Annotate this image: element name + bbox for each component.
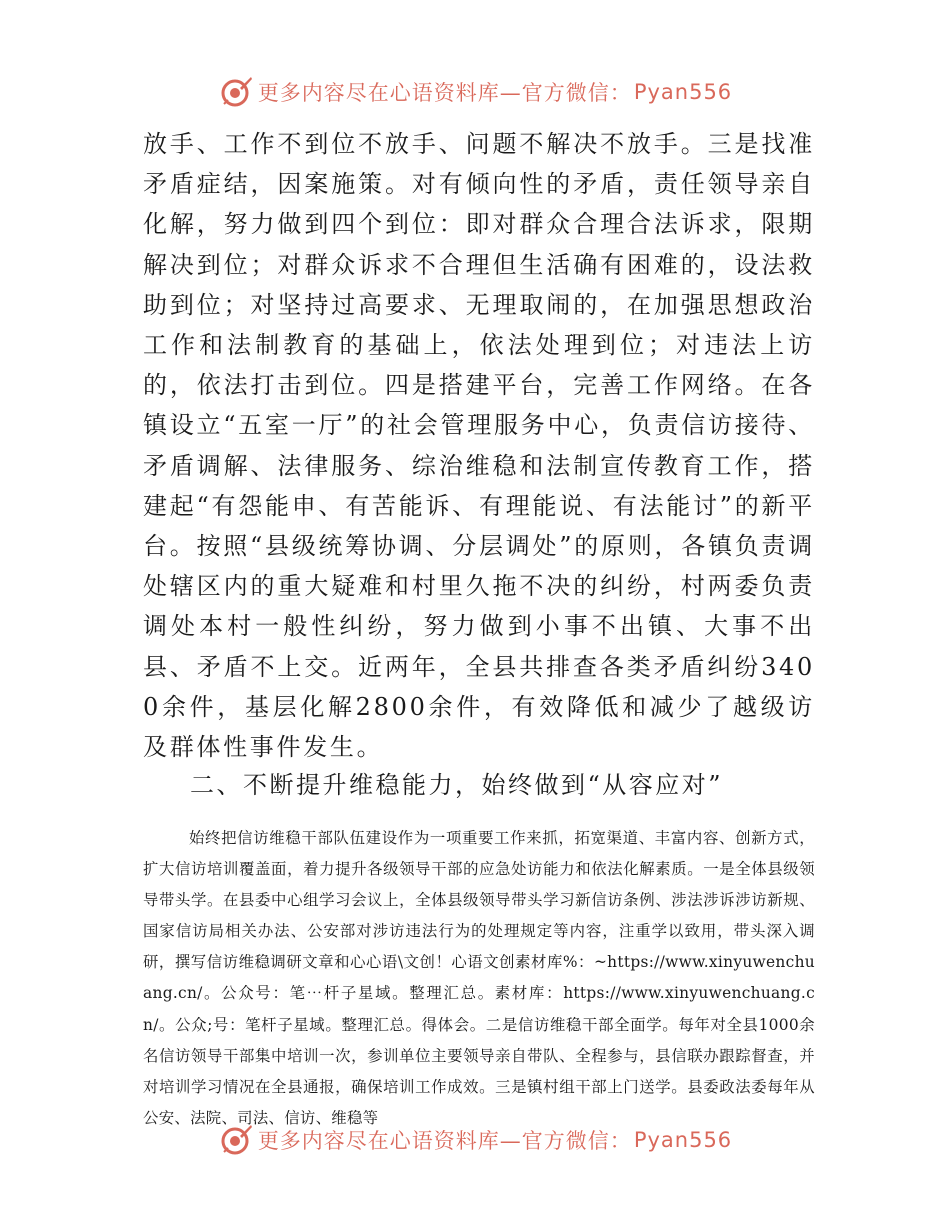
paragraph-2: 始终把信访维稳干部队伍建设作为一项重要工作来抓，拓宽渠道、丰富内容、创新方式，扩大信访培训覆盖面，着力提升各级领导干部的应急处访能力和依法化解素质。一是全体县级领导带头学。在县委中心组学习会议上，全体县级领导带头学习新信访条例、涉法涉诉涉访新规、国家信访局相关办法、公安部对涉访违法行为的处理规定等内容，注重学以致用，带头深入调研，撰写信访维稳调研文章和心心语\文创！心语文创素材库%：~https://www.xinyuwenchuang.cn/。公众号：笔⋯杆子星域。整理汇总。素材库：https://www.xinyuwenchuang.cn/。公众;号：笔杆子星域。整理汇总。得体会。二是信访维稳干部全面学。每年对全县1000余名信访领导干部集中培训一次，参训单位主要领导亲自带队、全程参与，县信联办跟踪督查，并对培训学习情况在全县通报，确保培训工作成效。三是镇村组干部上门送学。县委政法委每年从公安、法院、司法、信访、维稳等 [143,829,815,1127]
wechat-id: Pyan556 [633,80,733,104]
section-heading: 二、不断提升维稳能力，始终做到“从容应对” [190,771,724,799]
paragraph-1: 放手、工作不到位不放手、问题不解决不放手。三是找准矛盾症结，因案施策。对有倾向性的矛盾，责任领导亲自化解，努力做到四个到位：即对群众合理合法诉求，限期解决到位；对群众诉求不合理但生活确有困难的，设法救助到位；对坚持过高要求、无理取闹的，在加强思想政治工作和法制教育的基础上，依法处理到位；对违法上访的，依法打击到位。四是搭建平台，完善工作网络。在各镇设立“五室一厅”的社会管理服务中心，负责信访接待、矛盾调解、法律服务、综治维稳和法制宣传教育工作，搭建起“有怨能申、有苦能诉、有理能说、有法能讨”的新平台。按照“县级统筹协调、分层调处”的原则，各镇负责调处辖区内的重大疑难和村里久拖不决的纠纷，村两委负责调处本村一般性纠纷，努力做到小事不出镇、大事不出县、矛盾不上交。近两年，全县共排查各类矛盾纠纷3400余件，基层化解2800余件，有效降低和减少了越级访及群体性事件发生。 [143,130,815,762]
header-banner [0,72,950,112]
brush-logo-icon [218,1122,254,1158]
wechat-id: Pyan556 [633,1128,733,1152]
footer-banner [0,1120,950,1160]
brush-logo-icon [218,74,254,110]
banner-text: 更多内容尽在心语资料库—官方微信： [257,1129,632,1153]
banner-text: 更多内容尽在心语资料库—官方微信： [257,81,632,105]
